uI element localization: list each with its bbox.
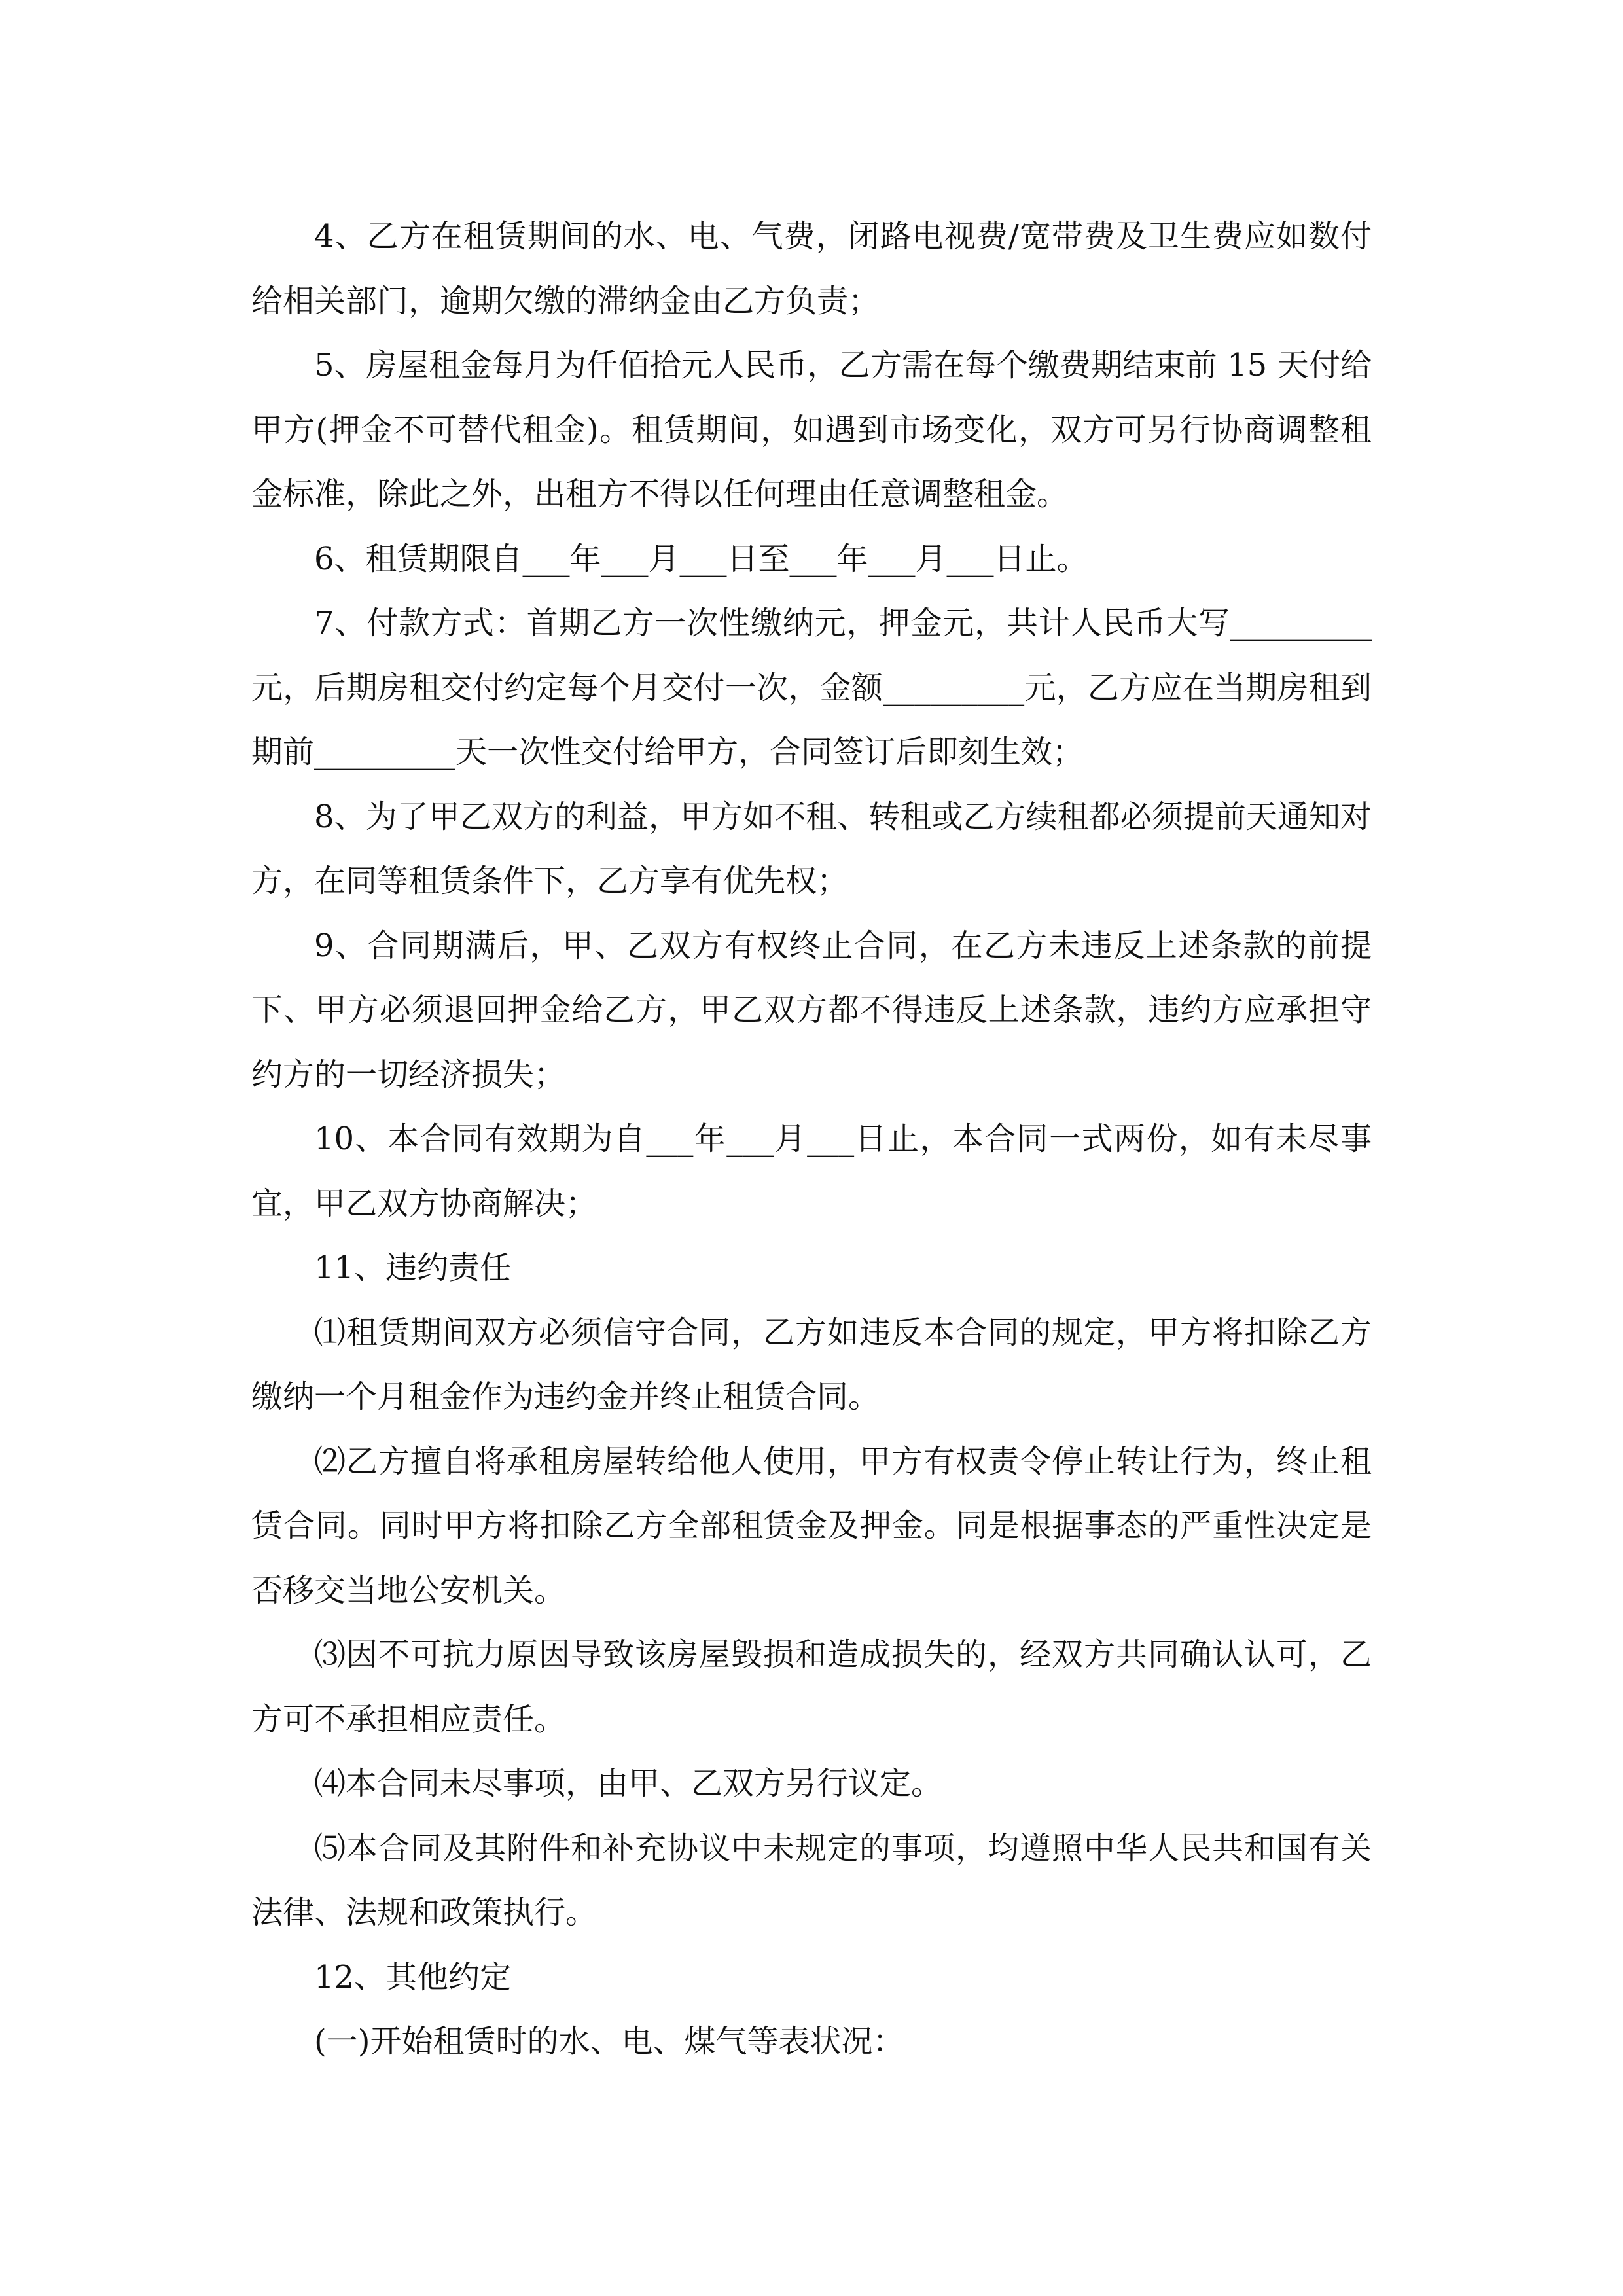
clause-11-item-3: ⑶因不可抗力原因导致该房屋毁损和造成损失的，经双方共同确认认可，乙方可不承担相应责任。 <box>251 1636 1372 1738</box>
clause-6-paragraph: 6、租赁期限自___年___月___日至___年___月___日止。 <box>314 540 1088 577</box>
clause-11-item-5: ⑸本合同及其附件和补充协议中未规定的事项，均遵照中华人民共和国有关法律、法规和政策执行。 <box>251 1829 1372 1931</box>
clause-7-paragraph: 7、付款方式：首期乙方一次性缴纳元，押金元，共计人民币大写_________元，后期房租交付约定每个月交付一次，金额_________元，乙方应在当期房租到期前_________天一次性交付给甲方，合同签订后即刻生效； <box>251 605 1372 770</box>
clause-10-paragraph: 10、本合同有效期为自___年___月___日止，本合同一式两份，如有未尽事宜，甲乙双方协商解决； <box>251 1121 1372 1222</box>
contract-body <box>251 204 1372 2074</box>
clause-9-paragraph: 9、合同期满后，甲、乙双方有权终止合同，在乙方未违反上述条款的前提下、甲方必须退回押金给乙方，甲乙双方都不得违反上述条款，违约方应承担守约方的一切经济损失； <box>251 927 1372 1093</box>
clause-4-paragraph: 4、乙方在租赁期间的水、电、气费，闭路电视费/宽带费及卫生费应如数付给相关部门，逾期欠缴的滞纳金由乙方负责； <box>251 218 1372 319</box>
clause-11-heading: 11、违约责任 <box>314 1249 512 1286</box>
clause-11-item-2: ⑵乙方擅自将承租房屋转给他人使用，甲方有权责令停止转让行为，终止租赁合同。同时甲方将扣除乙方全部租赁金及押金。同是根据事态的严重性决定是否移交当地公安机关。 <box>251 1443 1372 1609</box>
clause-12-item-1: (一)开始租赁时的水、电、煤气等表状况： <box>314 2023 904 2060</box>
clause-5-paragraph: 5、房屋租金每月为仟佰拾元人民币，乙方需在每个缴费期结束前 15 天付给甲方(押金不可替代租金)。租赁期间，如遇到市场变化，双方可另行协商调整租金标准，除此之外，出租方不得以任何理由任意调整租金。 <box>251 347 1372 512</box>
clause-12-heading: 12、其他约定 <box>314 1958 512 1996</box>
clause-11-item-4: ⑷本合同未尽事项，由甲、乙双方另行议定。 <box>314 1765 943 1802</box>
clause-8-paragraph: 8、为了甲乙双方的利益，甲方如不租、转租或乙方续租都必须提前天通知对方，在同等租赁条件下，乙方享有优先权； <box>251 798 1372 899</box>
clause-11-item-1: ⑴租赁期间双方必须信守合同，乙方如违反本合同的规定，甲方将扣除乙方缴纳一个月租金作为违约金并终止租赁合同。 <box>251 1314 1372 1415</box>
